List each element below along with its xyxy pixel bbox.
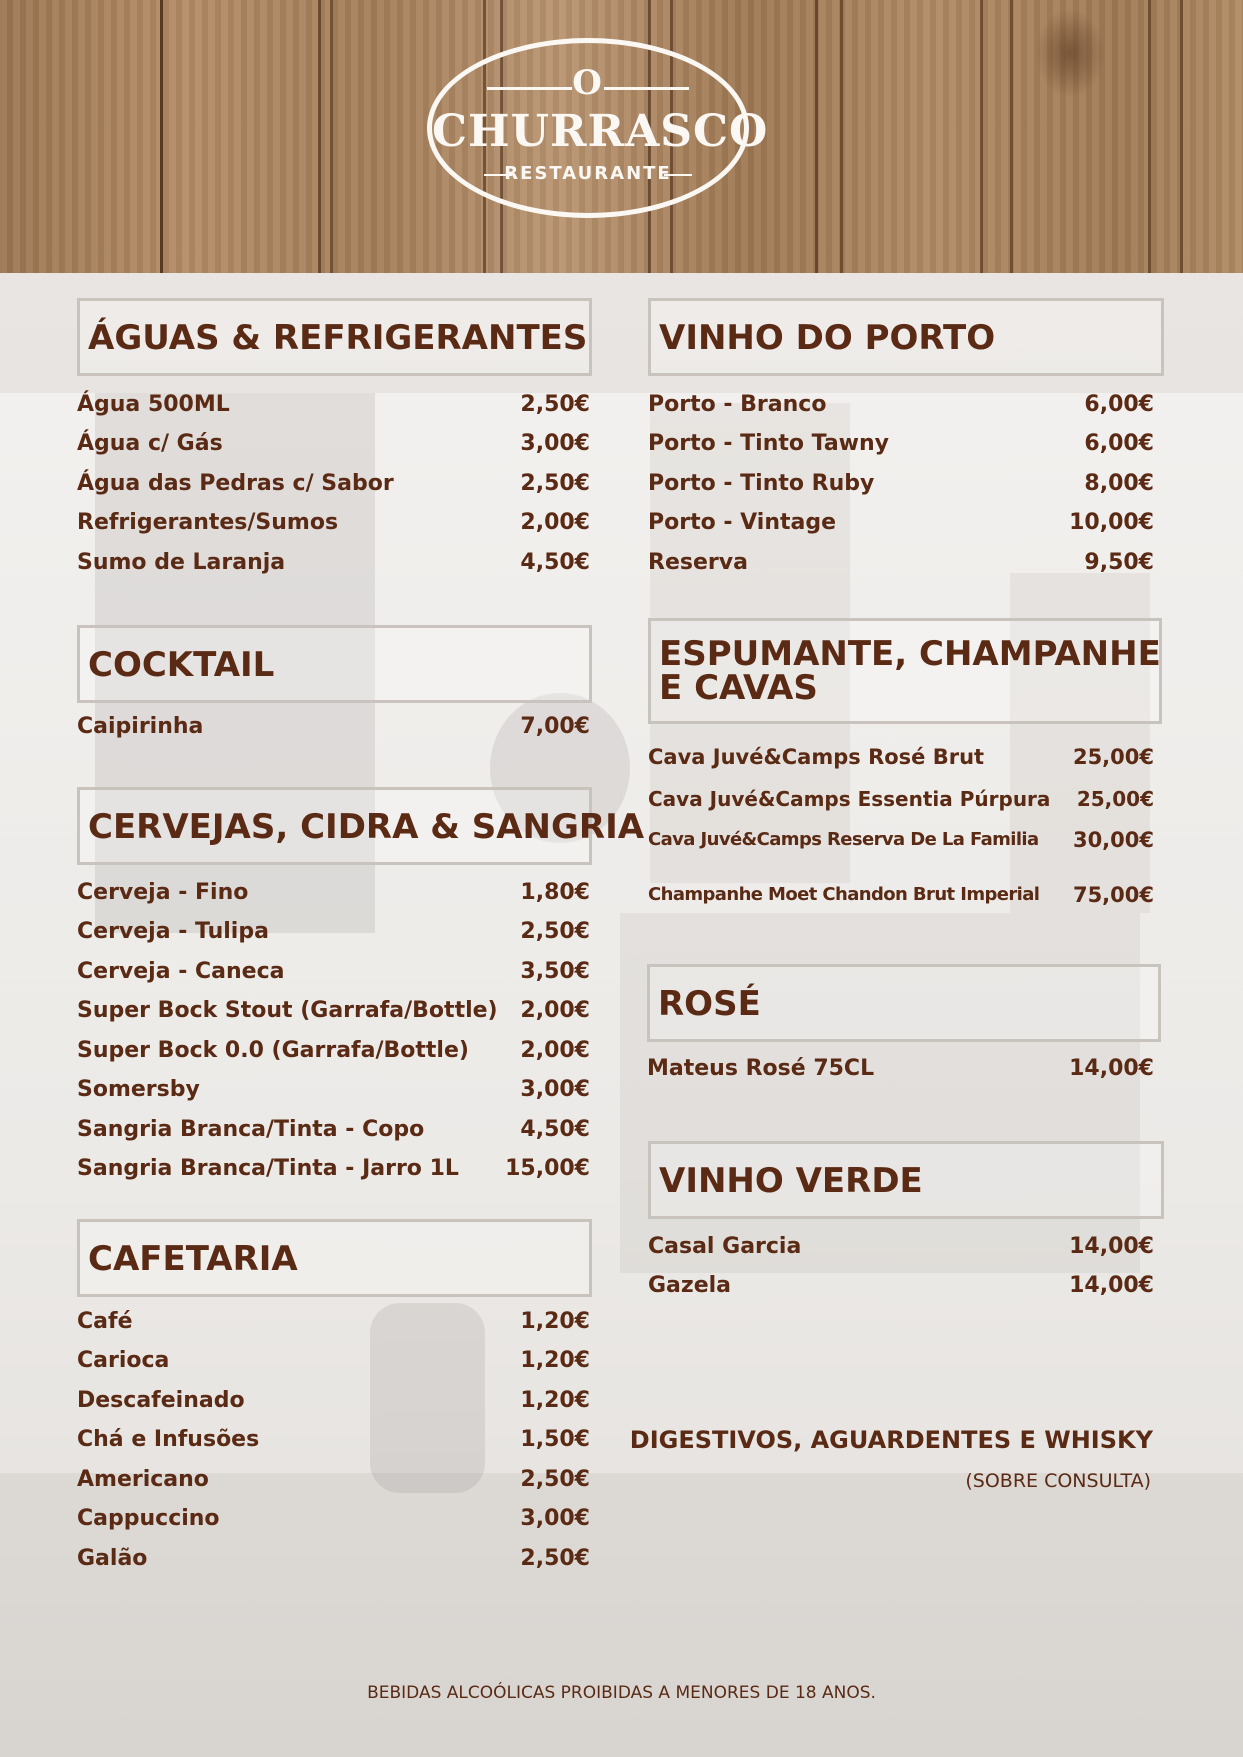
item-price: 25,00€ [1076, 787, 1154, 811]
item-price: 8,00€ [1084, 471, 1154, 496]
item-name: Porto - Vintage [648, 510, 837, 535]
restaurant-logo [427, 38, 769, 218]
item-name: Carioca [77, 1348, 170, 1373]
age-warning: BEBIDAS ALCOÓLICAS PROIBIDAS A MENORES DE 18 ANOS. [367, 1683, 876, 1703]
wood-header [0, 0, 1243, 273]
item-name: Super Bock 0.0 (Garrafa/Bottle) [77, 1038, 469, 1063]
menu-item [648, 741, 1154, 773]
menu-item [77, 1385, 590, 1417]
item-name: Cappuccino [77, 1506, 220, 1531]
item-name: Super Bock Stout (Garrafa/Bottle) [77, 998, 498, 1023]
item-price: 6,00€ [1084, 431, 1154, 456]
menu-item [77, 1424, 590, 1456]
menu-item [648, 783, 1154, 815]
section-header-cocktail [77, 625, 592, 703]
item-price: 1,20€ [520, 1388, 590, 1413]
menu-item [77, 916, 590, 948]
item-name: Mateus Rosé 75CL [647, 1056, 875, 1081]
menu-item [77, 547, 590, 579]
item-price: 9,50€ [1084, 550, 1154, 575]
item-name: Chá e Infusões [77, 1427, 260, 1452]
item-price: 2,50€ [520, 392, 590, 417]
plank-divider [318, 0, 321, 273]
wood-knot [1035, 8, 1105, 98]
item-name: Reserva [648, 550, 748, 575]
menu-item [77, 1345, 590, 1377]
item-name: Galão [77, 1546, 148, 1571]
section-title-line: E CAVAS [659, 668, 818, 708]
item-name: Cerveja - Fino [77, 880, 249, 905]
item-price: 4,50€ [520, 550, 590, 575]
section-header-cervejas [77, 787, 645, 865]
menu-item [77, 468, 590, 500]
item-price: 3,00€ [520, 1506, 590, 1531]
plank-divider [980, 0, 983, 273]
item-price: 1,20€ [520, 1348, 590, 1373]
section-title: VINHO DO PORTO [659, 318, 996, 358]
item-price: 1,20€ [520, 1309, 590, 1334]
menu-list-porto [648, 389, 1154, 575]
menu-item [647, 1053, 1154, 1085]
menu-list-rose [647, 1053, 1154, 1085]
section-title: CAFETARIA [88, 1239, 298, 1279]
item-name: Porto - Tinto Ruby [648, 471, 875, 496]
menu-item [648, 1270, 1154, 1302]
item-price: 4,50€ [520, 1117, 590, 1142]
section-header-rose [647, 964, 1161, 1042]
item-name: Sangria Branca/Tinta - Jarro 1L [77, 1156, 459, 1181]
menu-list-cervejas [77, 877, 590, 1181]
menu-item [77, 1153, 590, 1185]
menu-item [648, 389, 1154, 421]
section-header-aguas [77, 298, 592, 376]
menu-item [77, 1306, 590, 1338]
item-price: 75,00€ [1072, 883, 1154, 907]
item-name: Gazela [648, 1273, 732, 1298]
menu-item [77, 1464, 590, 1496]
menu-item [648, 879, 1154, 911]
section-header-verde [648, 1141, 1164, 1219]
item-name: Porto - Tinto Tawny [648, 431, 890, 456]
item-name: Água c/ Gás [77, 431, 223, 456]
menu-item [648, 507, 1154, 539]
item-price: 2,00€ [520, 998, 590, 1023]
menu-item [77, 428, 590, 460]
item-name: Sumo de Laranja [77, 550, 286, 575]
section-header-cafetaria [77, 1219, 592, 1297]
item-name: Cerveja - Tulipa [77, 919, 269, 944]
menu-item [77, 1503, 590, 1535]
item-name: Champanhe Moet Chandon Brut Imperial [648, 884, 1040, 905]
item-price: 30,00€ [1072, 828, 1154, 852]
item-name: Cerveja - Caneca [77, 959, 285, 984]
item-name: Porto - Branco [648, 392, 827, 417]
section-title-line: ESPUMANTE, CHAMPANHE [659, 634, 1161, 674]
digestivos-title: DIGESTIVOS, AGUARDENTES E WHISKY [629, 1426, 1153, 1454]
item-name: Refrigerantes/Sumos [77, 510, 339, 535]
item-name: Descafeinado [77, 1388, 245, 1413]
menu-item [77, 995, 590, 1027]
item-name: Água das Pedras c/ Sabor [77, 471, 394, 496]
plank-divider [815, 0, 818, 273]
menu-list-espumante [648, 741, 1154, 911]
menu-item [648, 547, 1154, 579]
menu-item [648, 824, 1154, 856]
item-name: Caipirinha [77, 714, 204, 739]
menu-item [77, 1074, 590, 1106]
section-header-espumante [648, 618, 1162, 724]
plank-divider [1148, 0, 1151, 273]
menu-item [648, 1231, 1154, 1263]
logo-name: CHURRASCO [432, 106, 769, 157]
item-price: 2,00€ [520, 1038, 590, 1063]
item-price: 1,80€ [520, 880, 590, 905]
menu-item [77, 389, 590, 421]
item-name: Casal Garcia [648, 1234, 802, 1259]
menu-list-verde [648, 1231, 1154, 1303]
menu-item [77, 1114, 590, 1146]
logo-article: O [572, 63, 604, 103]
item-name: Água 500ML [77, 392, 230, 417]
menu-item [77, 1035, 590, 1067]
menu-item [77, 711, 590, 743]
menu-list-cafetaria [77, 1306, 590, 1576]
item-name: Somersby [77, 1077, 200, 1102]
item-price: 2,00€ [520, 510, 590, 535]
item-price: 6,00€ [1084, 392, 1154, 417]
item-price: 3,00€ [520, 431, 590, 456]
plank-divider [160, 0, 163, 273]
item-price: 2,50€ [520, 1467, 590, 1492]
section-header-porto [648, 298, 1164, 376]
item-price: 14,00€ [1069, 1273, 1154, 1298]
item-price: 7,00€ [520, 714, 590, 739]
item-name: Cava Juvé&Camps Essentia Púrpura [648, 787, 1051, 811]
item-price: 10,00€ [1069, 510, 1154, 535]
item-price: 2,50€ [520, 471, 590, 496]
section-title: ÁGUAS & REFRIGERANTES [88, 318, 588, 358]
item-price: 2,50€ [520, 1546, 590, 1571]
section-title: ROSÉ [658, 984, 761, 1024]
section-title: CERVEJAS, CIDRA & SANGRIA [88, 807, 645, 847]
logo-subtitle: RESTAURANTE [504, 163, 672, 184]
menu-item [648, 468, 1154, 500]
item-price: 14,00€ [1069, 1056, 1154, 1081]
item-name: Café [77, 1309, 133, 1334]
section-title: COCKTAIL [88, 645, 275, 685]
item-price: 3,00€ [520, 1077, 590, 1102]
menu-item [648, 428, 1154, 460]
item-name: Sangria Branca/Tinta - Copo [77, 1117, 425, 1142]
item-price: 15,00€ [505, 1156, 590, 1181]
digestivos-note: (SOBRE CONSULTA) [965, 1470, 1151, 1492]
item-name: Cava Juvé&Camps Rosé Brut [648, 745, 985, 769]
item-price: 14,00€ [1069, 1234, 1154, 1259]
menu-item [77, 956, 590, 988]
item-price: 2,50€ [520, 919, 590, 944]
menu-item [77, 507, 590, 539]
item-price: 3,50€ [520, 959, 590, 984]
item-price: 1,50€ [520, 1427, 590, 1452]
item-name: Cava Juvé&Camps Reserva De La Familia [648, 829, 1039, 850]
menu-list-aguas [77, 389, 590, 575]
menu-item [77, 877, 590, 909]
menu-item [77, 1543, 590, 1575]
item-price: 25,00€ [1072, 745, 1154, 769]
item-name: Americano [77, 1467, 209, 1492]
menu-list-cocktail [77, 711, 590, 743]
section-title: VINHO VERDE [659, 1161, 923, 1201]
